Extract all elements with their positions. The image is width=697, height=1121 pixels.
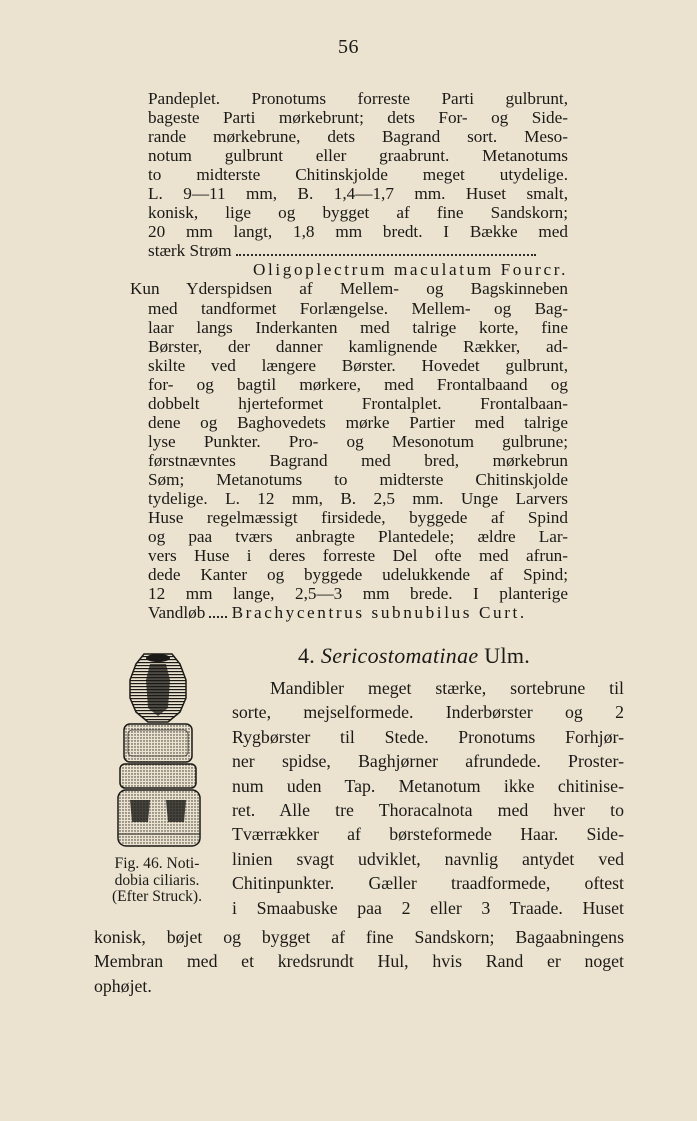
full-width-text [94,925,624,998]
text-line: 20 mm langt, 1,8 mm bredt. I Bække med [148,222,568,242]
section-author: Ulm. [484,643,531,668]
text-line: lyse Punkter. Pro- og Mesonotum gulbrune; [148,431,568,451]
text-line: to midterste Chitinskjolde meget utydelige. [148,165,568,185]
caption-line: Fig. 46. Noti- [114,855,200,872]
page-number: 56 [338,36,359,58]
text-line: ner spidse, Baghjørner afrundede. Proster- [232,751,624,772]
text-line: 12 mm lange, 2,5—3 mm brede. I planterige [148,584,568,604]
text-line: konisk, bøjet og bygget af fine Sandskorn; Bagaabningens [94,927,624,947]
text-line-species [148,603,568,622]
text-line-start: Vandløb [148,603,206,623]
section-heading [298,643,530,669]
text-line: skilte ved længere Børster. Hovedet gulbrunt, [148,355,568,375]
text-line: og paa tværs anbragte Plantedele; ældre Lar- [148,527,568,547]
text-line: bageste Parti mørkebrunt; dets For- og Side- [148,108,568,128]
species-description-block [130,89,568,623]
text-line: L. 9—11 mm, B. 1,4—1,7 mm. Huset smalt, [148,184,568,204]
text-line: Pandeplet. Pronotums forreste Parti gulbrunt, [148,89,568,108]
section-title: Sericostomatinae [320,643,479,668]
text-line: Mandibler meget stærke, sortebrune til [270,678,624,698]
text-line: rande mørkebrune, dets Bagrand sort. Meso- [148,127,568,147]
text-line: dene og Baghovedets mørke Partier med talrige [148,412,568,432]
section-number: 4. [298,643,316,668]
text-line: sorte, mejselformede. Inderbørster og 2 [232,702,624,723]
text-line: førstnævntes Bagrand med bred, mørkebrun [148,450,568,470]
figure-larva-illustration [110,650,206,850]
text-line: Rygbørster til Stede. Pronotums Forhjør- [232,726,624,747]
text-line: i Smaabuske paa 2 eller 3 Traade. Huset [232,897,624,918]
caption-line: (Efter Struck). [111,888,203,906]
text-line: ret. Alle tre Thoracalnota med hver to [232,799,624,820]
text-line: Søm; Metanotums to midterste Chitinskjolde [148,469,568,489]
text-line: tydelige. L. 12 mm, B. 2,5 mm. Unge Larvers [148,488,568,508]
text-line: ophøjet. [94,975,152,996]
text-line-start: stærk Strøm [148,241,232,261]
text-line: konisk, lige og bygget af fine Sandskorn; [148,203,568,223]
figure-caption [86,856,228,906]
text-line: Tværrækker af børsteformede Haar. Side- [232,824,624,845]
text-line: dobbelt hjerteformet Frontalplet. Frontalbaan- [148,393,568,413]
text-line: med tandformet Forlængelse. Mellem- og Bag- [148,298,568,318]
larva-drawing [110,650,206,850]
section-text-column [232,676,624,920]
caption-line: dobia ciliaris. [114,871,200,889]
text-line: for- og bagtil mørkere, med Frontalbaand og [148,374,568,394]
text-line: Børster, der danner kamlignende Rækker, ad- [148,336,568,356]
text-line: linien svagt udviklet, navnlig antydet ved [232,848,624,869]
text-line: notum gulbrunt eller graabrunt. Metanotums [148,146,568,166]
text-line: Kun Yderspidsen af Mellem- og Bagskinneben [130,279,568,299]
dot-leader [236,242,536,256]
dot-leader [209,604,227,618]
species-name: Brachycentrus subnubilus Curt. [231,603,527,623]
text-line-leader [148,241,568,260]
species-name: Oligoplectrum maculatum Fourcr. [253,260,568,280]
text-line: vers Huse i deres forreste Del ofte med afrun- [148,546,568,566]
text-line: Membran med et kredsrundt Hul, hvis Rand er noget [94,951,624,972]
text-line: num uden Tap. Metanotum ikke chitinise- [232,775,624,796]
text-line: Huse regelmæssigt firsidede, byggede af Spind [148,508,568,528]
text-line: dede Kanter og byggede udelukkende af Spind; [148,565,568,585]
text-line: Chitinpunkter. Gæller traadformede, oftest [232,873,624,894]
text-line: laar langs Inderkanten med talrige korte, fine [148,317,568,337]
